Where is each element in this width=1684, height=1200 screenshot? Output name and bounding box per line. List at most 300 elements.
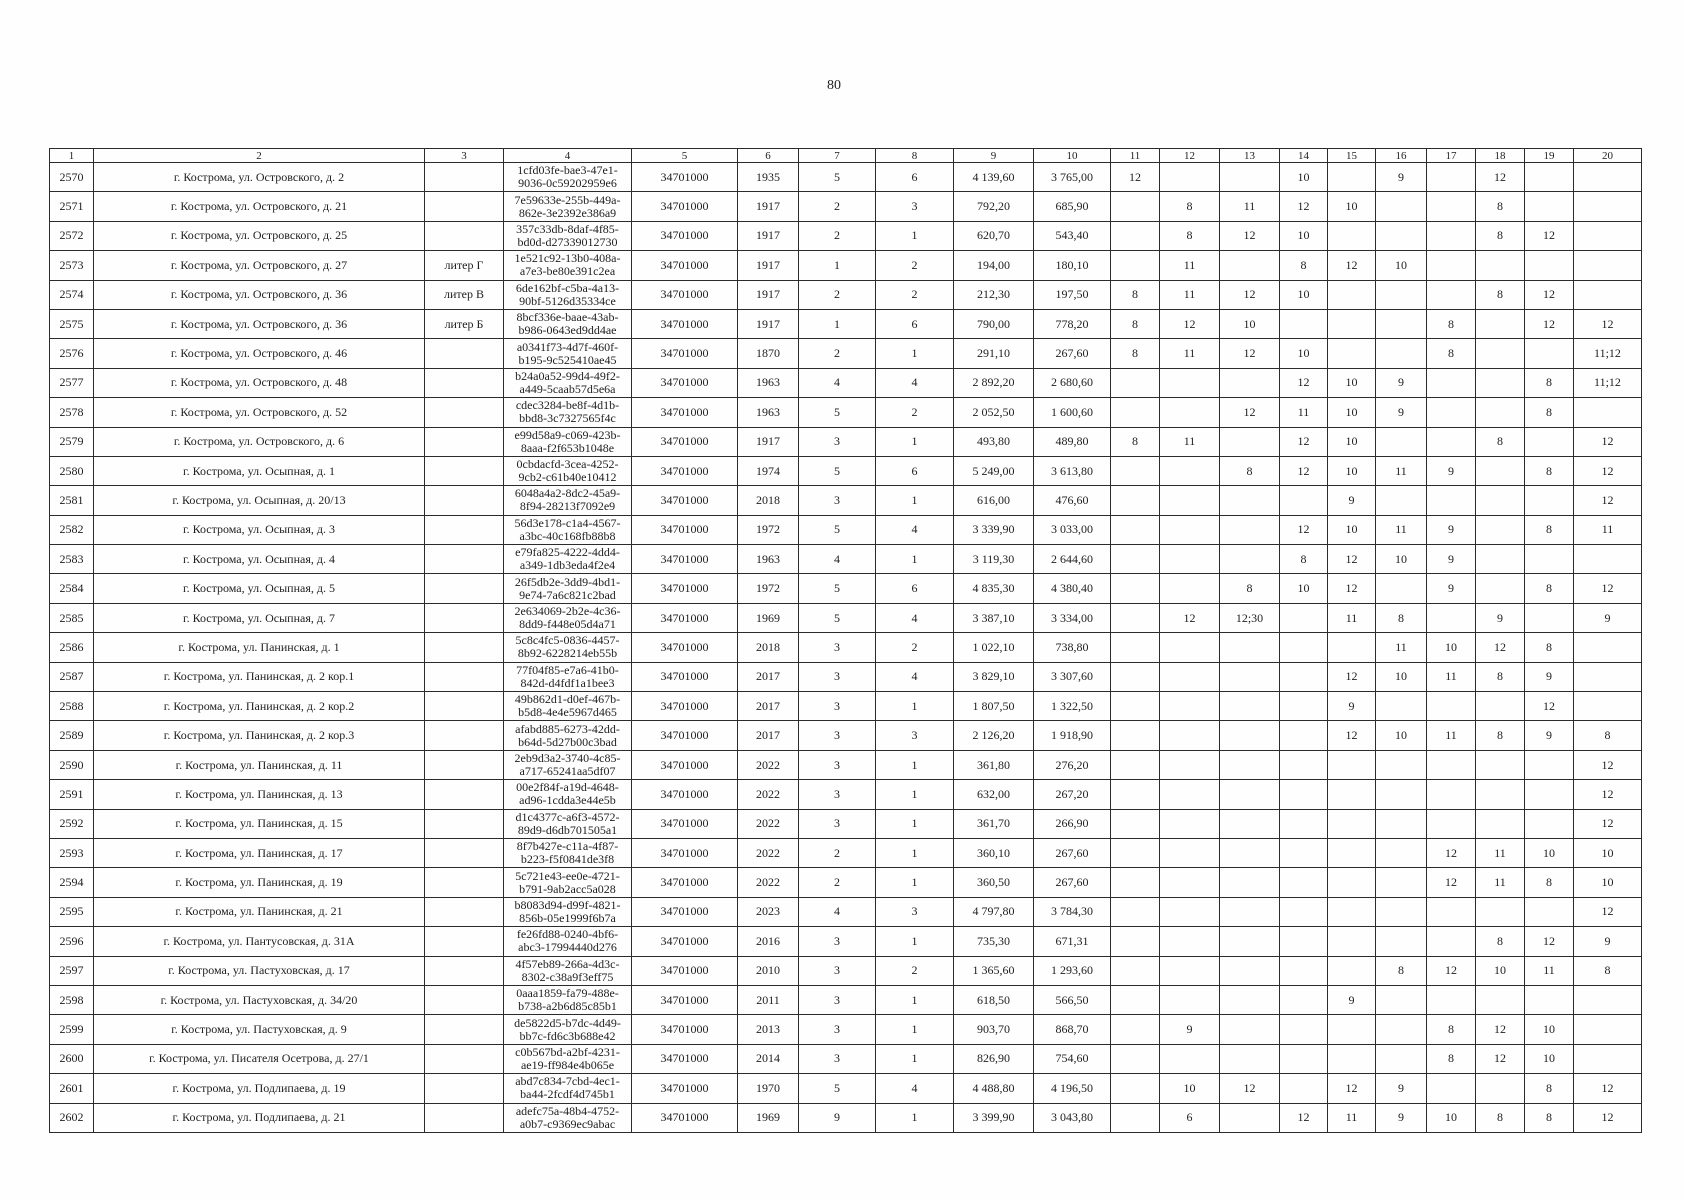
cell-col-14: 8: [1280, 545, 1328, 574]
cell-col-4: [504, 603, 632, 632]
cell-col-15: [1328, 1015, 1376, 1044]
cell-col-14: [1280, 838, 1328, 867]
cell-col-6: 2017: [738, 692, 799, 721]
cell-col-17: 8: [1427, 1044, 1476, 1073]
cell-col-20: [1574, 251, 1642, 280]
cell-col-13: [1220, 163, 1280, 192]
cell-col-16: [1376, 838, 1427, 867]
cell-col-10: 1 293,60: [1034, 956, 1111, 985]
cell-col-4: [504, 1015, 632, 1044]
cell-col-6: 2022: [738, 750, 799, 779]
cell-col-12: [1160, 456, 1220, 485]
cell-col-6: 1974: [738, 456, 799, 485]
cell-col-18: [1476, 692, 1525, 721]
cell-col-11: [1111, 545, 1160, 574]
cell-col-1: 2602: [50, 1103, 94, 1132]
cell-col-11: [1111, 927, 1160, 956]
cell-col-2: г. Кострома, ул. Осыпная, д. 20/13: [94, 486, 425, 515]
cell-col-5: 34701000: [632, 897, 738, 926]
cell-col-3: [425, 750, 504, 779]
guid-line: 7e59633e-255b-449a-: [514, 192, 621, 207]
cell-col-7: 5: [799, 398, 876, 427]
cell-col-14: 12: [1280, 192, 1328, 221]
cell-col-6: 1917: [738, 427, 799, 456]
cell-col-17: 9: [1427, 545, 1476, 574]
cell-col-19: [1525, 486, 1574, 515]
cell-col-18: 8: [1476, 427, 1525, 456]
guid-line: bbd8-3c7327565f4c: [519, 411, 616, 426]
cell-col-10: 267,60: [1034, 868, 1111, 897]
cell-col-6: 2011: [738, 985, 799, 1014]
guid-line: a0b7-c9369ec9abac: [519, 1116, 616, 1131]
header-cell-col-3: 3: [425, 149, 504, 163]
cell-col-2: г. Кострома, ул. Панинская, д. 15: [94, 809, 425, 838]
cell-col-18: [1476, 339, 1525, 368]
guid-line: a3bc-40c168fb88b8: [519, 528, 616, 543]
cell-col-11: 8: [1111, 339, 1160, 368]
cell-col-11: [1111, 221, 1160, 250]
cell-col-3: [425, 809, 504, 838]
cell-col-17: [1427, 897, 1476, 926]
cell-col-5: 34701000: [632, 956, 738, 985]
cell-col-20: 10: [1574, 868, 1642, 897]
table-row: [50, 721, 1642, 750]
cell-col-17: [1427, 251, 1476, 280]
cell-col-19: [1525, 251, 1574, 280]
cell-col-12: [1160, 927, 1220, 956]
cell-col-5: 34701000: [632, 750, 738, 779]
guid-line: ba44-2fcdf4d745b1: [520, 1087, 615, 1102]
cell-col-14: [1280, 692, 1328, 721]
cell-col-3: [425, 1103, 504, 1132]
cell-col-10: 685,90: [1034, 192, 1111, 221]
cell-col-8: 3: [876, 721, 954, 750]
cell-col-2: г. Кострома, ул. Пантусовская, д. 31А: [94, 927, 425, 956]
header-cell-col-20: 20: [1574, 149, 1642, 163]
cell-col-3: [425, 221, 504, 250]
cell-col-20: [1574, 163, 1642, 192]
cell-col-1: 2600: [50, 1044, 94, 1073]
cell-col-2: г. Кострома, ул. Панинская, д. 2 кор.2: [94, 692, 425, 721]
cell-col-15: 10: [1328, 515, 1376, 544]
cell-col-3: [425, 603, 504, 632]
cell-col-4: [504, 692, 632, 721]
guid-line: abc3-17994440d276: [518, 940, 617, 955]
table-row: [50, 780, 1642, 809]
cell-col-19: [1525, 897, 1574, 926]
cell-col-15: [1328, 633, 1376, 662]
cell-col-16: [1376, 486, 1427, 515]
cell-col-16: 9: [1376, 368, 1427, 397]
cell-col-3: [425, 956, 504, 985]
cell-col-17: 8: [1427, 1015, 1476, 1044]
cell-col-11: [1111, 721, 1160, 750]
header-cell-col-12: 12: [1160, 149, 1220, 163]
cell-col-11: [1111, 398, 1160, 427]
cell-col-9: 2 892,20: [954, 368, 1034, 397]
table-row: [50, 838, 1642, 867]
cell-col-17: [1427, 192, 1476, 221]
cell-col-19: 12: [1525, 309, 1574, 338]
cell-col-20: 12: [1574, 750, 1642, 779]
cell-col-9: 4 835,30: [954, 574, 1034, 603]
cell-col-11: [1111, 809, 1160, 838]
table-row: [50, 1044, 1642, 1073]
cell-col-1: 2582: [50, 515, 94, 544]
table-row: [50, 809, 1642, 838]
cell-col-18: [1476, 368, 1525, 397]
cell-col-11: [1111, 985, 1160, 1014]
cell-col-19: [1525, 163, 1574, 192]
cell-col-7: 3: [799, 692, 876, 721]
cell-col-11: [1111, 1015, 1160, 1044]
cell-col-7: 3: [799, 1044, 876, 1073]
cell-col-10: 3 043,80: [1034, 1103, 1111, 1132]
cell-col-2: г. Кострома, ул. Осыпная, д. 4: [94, 545, 425, 574]
data-table: [49, 148, 1642, 1133]
cell-col-14: 11: [1280, 398, 1328, 427]
cell-col-19: [1525, 427, 1574, 456]
cell-col-18: 8: [1476, 280, 1525, 309]
guid-line: fe26fd88-0240-4bf6-: [516, 927, 619, 942]
cell-col-13: [1220, 868, 1280, 897]
cell-col-16: [1376, 192, 1427, 221]
cell-col-10: 2 644,60: [1034, 545, 1111, 574]
cell-col-16: [1376, 927, 1427, 956]
cell-col-3: [425, 192, 504, 221]
cell-col-8: 1: [876, 838, 954, 867]
cell-col-2: г. Кострома, ул. Панинская, д. 13: [94, 780, 425, 809]
guid-line: 842d-d4fdf1a1bee3: [520, 675, 615, 690]
cell-col-5: 34701000: [632, 721, 738, 750]
cell-col-14: 12: [1280, 515, 1328, 544]
cell-col-18: [1476, 985, 1525, 1014]
guid-line: 8f94-28213f7092e9: [519, 499, 616, 514]
cell-col-20: [1574, 221, 1642, 250]
cell-col-5: 34701000: [632, 398, 738, 427]
cell-col-7: 9: [799, 1103, 876, 1132]
table-row: [50, 398, 1642, 427]
cell-col-4: [504, 515, 632, 544]
cell-col-8: 1: [876, 1015, 954, 1044]
guid-line: afabd885-6273-42dd-: [515, 721, 620, 736]
table-row: [50, 927, 1642, 956]
cell-col-9: 903,70: [954, 1015, 1034, 1044]
cell-col-14: [1280, 633, 1328, 662]
cell-col-9: 212,30: [954, 280, 1034, 309]
cell-col-1: 2595: [50, 897, 94, 926]
guid-line: 9e74-7a6c821c2bad: [519, 587, 616, 602]
cell-col-2: г. Кострома, ул. Пастуховская, д. 34/20: [94, 985, 425, 1014]
cell-col-2: г. Кострома, ул. Панинская, д. 11: [94, 750, 425, 779]
cell-col-13: [1220, 662, 1280, 691]
table-row: [50, 280, 1642, 309]
cell-col-7: 2: [799, 221, 876, 250]
cell-col-5: 34701000: [632, 515, 738, 544]
cell-col-4: [504, 897, 632, 926]
cell-col-20: [1574, 398, 1642, 427]
guid-line: a349-1db3eda4f2e4: [519, 558, 616, 573]
cell-col-16: [1376, 339, 1427, 368]
guid-line: 89d9-d6db701505a1: [517, 822, 618, 837]
guid-line: 1e521c92-13b0-408a-: [514, 251, 621, 266]
cell-col-7: 1: [799, 309, 876, 338]
cell-col-19: [1525, 603, 1574, 632]
cell-col-2: г. Кострома, ул. Подлипаева, д. 19: [94, 1074, 425, 1103]
cell-col-13: 12;30: [1220, 603, 1280, 632]
cell-col-11: [1111, 956, 1160, 985]
cell-col-7: 4: [799, 368, 876, 397]
cell-col-3: [425, 486, 504, 515]
cell-col-20: 11: [1574, 515, 1642, 544]
cell-col-16: [1376, 1015, 1427, 1044]
cell-col-12: 10: [1160, 1074, 1220, 1103]
cell-col-9: 361,80: [954, 750, 1034, 779]
cell-col-10: 180,10: [1034, 251, 1111, 280]
cell-col-3: [425, 1044, 504, 1073]
cell-col-6: 2022: [738, 809, 799, 838]
cell-col-7: 2: [799, 192, 876, 221]
cell-col-13: [1220, 985, 1280, 1014]
cell-col-2: г. Кострома, ул. Островского, д. 27: [94, 251, 425, 280]
cell-col-10: 738,80: [1034, 633, 1111, 662]
cell-col-14: 10: [1280, 339, 1328, 368]
cell-col-13: 11: [1220, 192, 1280, 221]
cell-col-15: [1328, 221, 1376, 250]
cell-col-15: 12: [1328, 662, 1376, 691]
cell-col-7: 4: [799, 545, 876, 574]
cell-col-6: 1917: [738, 221, 799, 250]
cell-col-5: 34701000: [632, 427, 738, 456]
cell-col-8: 1: [876, 427, 954, 456]
cell-col-18: [1476, 398, 1525, 427]
cell-col-11: [1111, 780, 1160, 809]
cell-col-18: [1476, 897, 1525, 926]
cell-col-7: 3: [799, 956, 876, 985]
cell-col-19: 9: [1525, 721, 1574, 750]
guid-line: 357c33db-8daf-4f85-: [516, 221, 619, 236]
cell-col-20: 10: [1574, 838, 1642, 867]
cell-col-16: [1376, 574, 1427, 603]
cell-col-11: [1111, 692, 1160, 721]
guid-line: de5822d5-b7dc-4d49-: [514, 1015, 621, 1030]
cell-col-17: [1427, 750, 1476, 779]
header-cell-col-9: 9: [954, 149, 1034, 163]
cell-col-7: 3: [799, 927, 876, 956]
cell-col-15: 10: [1328, 456, 1376, 485]
cell-col-8: 6: [876, 574, 954, 603]
cell-col-14: [1280, 956, 1328, 985]
cell-col-17: [1427, 809, 1476, 838]
cell-col-10: 1 918,90: [1034, 721, 1111, 750]
table-row: [50, 251, 1642, 280]
cell-col-20: 12: [1574, 1103, 1642, 1132]
cell-col-6: 1963: [738, 545, 799, 574]
cell-col-20: 12: [1574, 486, 1642, 515]
cell-col-13: [1220, 427, 1280, 456]
cell-col-4: [504, 486, 632, 515]
cell-col-15: 12: [1328, 574, 1376, 603]
cell-col-1: 2598: [50, 985, 94, 1014]
cell-col-4: [504, 985, 632, 1014]
cell-col-1: 2601: [50, 1074, 94, 1103]
cell-col-10: 267,60: [1034, 339, 1111, 368]
cell-col-2: г. Кострома, ул. Пастуховская, д. 9: [94, 1015, 425, 1044]
table-header-row: [50, 149, 1642, 163]
cell-col-1: 2597: [50, 956, 94, 985]
cell-col-8: 1: [876, 927, 954, 956]
guid-line: 8302-c38a9f3eff75: [521, 969, 614, 984]
cell-col-3: литер В: [425, 280, 504, 309]
cell-col-5: 34701000: [632, 574, 738, 603]
cell-col-14: [1280, 662, 1328, 691]
guid-line: 1cfd03fe-bae3-47e1-: [517, 163, 618, 178]
cell-col-3: [425, 574, 504, 603]
guid-line: a7e3-be80e391c2ea: [519, 264, 616, 279]
cell-col-5: 34701000: [632, 192, 738, 221]
cell-col-2: г. Кострома, ул. Островского, д. 21: [94, 192, 425, 221]
guid-line: 8b92-6228214eb55b: [517, 646, 618, 661]
cell-col-13: [1220, 251, 1280, 280]
cell-col-16: [1376, 1044, 1427, 1073]
cell-col-17: 12: [1427, 838, 1476, 867]
cell-col-4: [504, 633, 632, 662]
cell-col-2: г. Кострома, ул. Островского, д. 2: [94, 163, 425, 192]
cell-col-5: 34701000: [632, 809, 738, 838]
cell-col-5: 34701000: [632, 633, 738, 662]
cell-col-15: 9: [1328, 486, 1376, 515]
cell-col-18: [1476, 545, 1525, 574]
cell-col-6: 2018: [738, 486, 799, 515]
cell-col-14: 12: [1280, 368, 1328, 397]
cell-col-9: 826,90: [954, 1044, 1034, 1073]
guid-line: 56d3e178-c1a4-4567-: [514, 515, 621, 530]
guid-line: a0341f73-4d7f-460f-: [516, 339, 619, 354]
cell-col-15: [1328, 309, 1376, 338]
cell-col-17: [1427, 280, 1476, 309]
table-row: [50, 339, 1642, 368]
cell-col-12: [1160, 868, 1220, 897]
cell-col-3: литер Б: [425, 309, 504, 338]
cell-col-8: 6: [876, 309, 954, 338]
guid-line: 8bcf336e-baae-43ab-: [516, 310, 619, 325]
cell-col-16: [1376, 692, 1427, 721]
cell-col-17: 8: [1427, 309, 1476, 338]
cell-col-16: 8: [1376, 956, 1427, 985]
cell-col-12: [1160, 633, 1220, 662]
header-cell-col-1: 1: [50, 149, 94, 163]
cell-col-3: литер Г: [425, 251, 504, 280]
cell-col-10: 778,20: [1034, 309, 1111, 338]
cell-col-9: 618,50: [954, 985, 1034, 1014]
cell-col-8: 1: [876, 339, 954, 368]
cell-col-3: [425, 897, 504, 926]
cell-col-1: 2588: [50, 692, 94, 721]
cell-col-20: 12: [1574, 456, 1642, 485]
cell-col-8: 1: [876, 780, 954, 809]
cell-col-14: [1280, 1015, 1328, 1044]
cell-col-7: 3: [799, 721, 876, 750]
cell-col-12: [1160, 163, 1220, 192]
cell-col-20: 12: [1574, 427, 1642, 456]
cell-col-20: 12: [1574, 309, 1642, 338]
cell-col-8: 1: [876, 545, 954, 574]
cell-col-18: [1476, 809, 1525, 838]
cell-col-18: 10: [1476, 956, 1525, 985]
cell-col-4: [504, 662, 632, 691]
header-cell-col-18: 18: [1476, 149, 1525, 163]
cell-col-3: [425, 545, 504, 574]
cell-col-11: [1111, 192, 1160, 221]
guid-line: b223-f5f0841de3f8: [520, 852, 615, 867]
cell-col-1: 2570: [50, 163, 94, 192]
cell-col-7: 2: [799, 280, 876, 309]
cell-col-10: 3 033,00: [1034, 515, 1111, 544]
cell-col-16: 10: [1376, 721, 1427, 750]
cell-col-6: 1917: [738, 192, 799, 221]
cell-col-20: 12: [1574, 1074, 1642, 1103]
cell-col-16: 11: [1376, 633, 1427, 662]
guid-line: c0b567bd-a2bf-4231-: [515, 1044, 620, 1059]
cell-col-1: 2577: [50, 368, 94, 397]
cell-col-6: 2016: [738, 927, 799, 956]
guid-line: 2e634069-2b2e-4c36-: [514, 604, 621, 619]
guid-line: 77f04f85-e7a6-41b0-: [516, 662, 619, 677]
cell-col-6: 2022: [738, 780, 799, 809]
cell-col-2: г. Кострома, ул. Осыпная, д. 7: [94, 603, 425, 632]
cell-col-15: [1328, 750, 1376, 779]
cell-col-19: 8: [1525, 1103, 1574, 1132]
cell-col-20: 9: [1574, 927, 1642, 956]
cell-col-7: 3: [799, 985, 876, 1014]
cell-col-8: 4: [876, 662, 954, 691]
table-row: [50, 309, 1642, 338]
cell-col-16: 9: [1376, 398, 1427, 427]
cell-col-17: [1427, 603, 1476, 632]
cell-col-13: 10: [1220, 309, 1280, 338]
cell-col-3: [425, 456, 504, 485]
cell-col-19: 12: [1525, 692, 1574, 721]
guid-line: b791-9ab2acc5a028: [519, 881, 616, 896]
cell-col-8: 1: [876, 868, 954, 897]
cell-col-7: 2: [799, 339, 876, 368]
cell-col-11: [1111, 868, 1160, 897]
cell-col-14: 8: [1280, 251, 1328, 280]
cell-col-18: 8: [1476, 192, 1525, 221]
cell-col-16: [1376, 309, 1427, 338]
cell-col-8: 1: [876, 692, 954, 721]
table-row: [50, 985, 1642, 1014]
cell-col-1: 2581: [50, 486, 94, 515]
cell-col-6: 2023: [738, 897, 799, 926]
cell-col-10: 543,40: [1034, 221, 1111, 250]
cell-col-8: 4: [876, 603, 954, 632]
table-row: [50, 633, 1642, 662]
cell-col-12: [1160, 545, 1220, 574]
cell-col-6: 1969: [738, 1103, 799, 1132]
cell-col-19: 11: [1525, 956, 1574, 985]
cell-col-8: 1: [876, 985, 954, 1014]
cell-col-9: 616,00: [954, 486, 1034, 515]
cell-col-1: 2571: [50, 192, 94, 221]
cell-col-18: [1476, 486, 1525, 515]
cell-col-1: 2594: [50, 868, 94, 897]
cell-col-1: 2587: [50, 662, 94, 691]
header-cell-col-13: 13: [1220, 149, 1280, 163]
cell-col-10: 671,31: [1034, 927, 1111, 956]
cell-col-9: 361,70: [954, 809, 1034, 838]
guid-line: adefc75a-48b4-4752-: [515, 1103, 620, 1118]
